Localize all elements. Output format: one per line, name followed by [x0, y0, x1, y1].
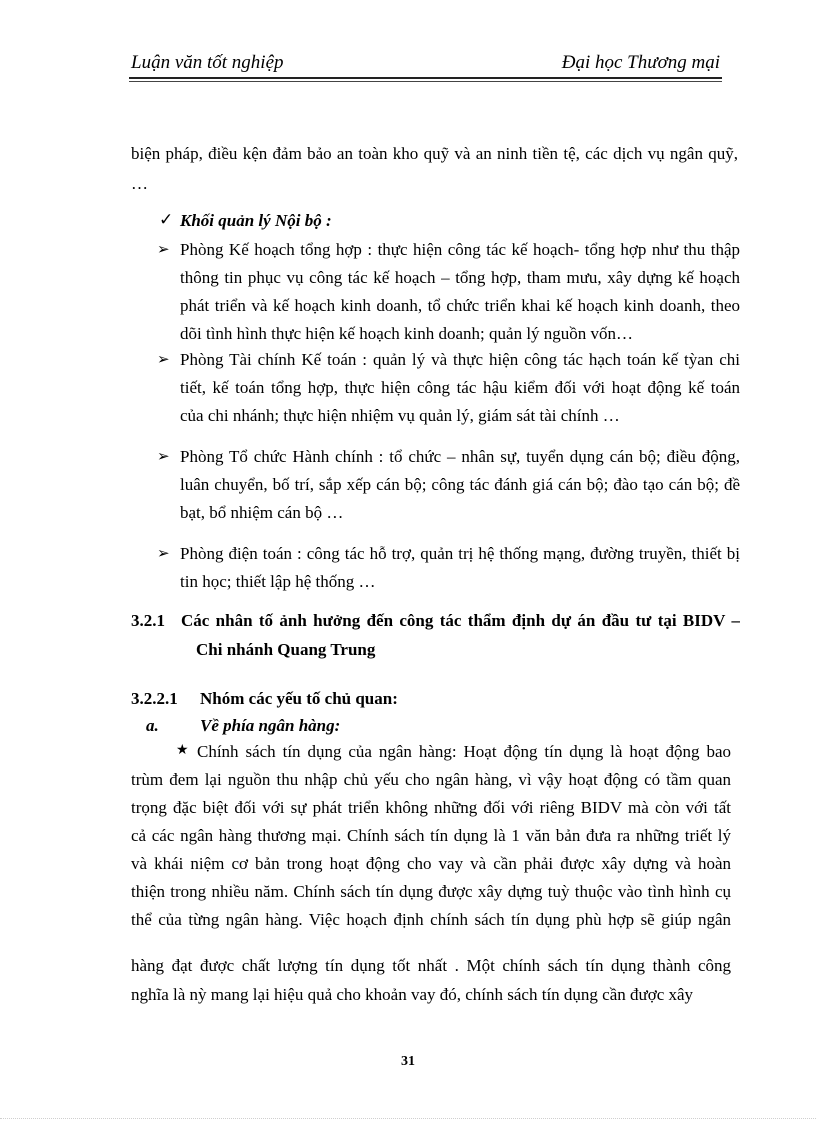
item-label: a. — [146, 716, 159, 735]
star-bullet-icon: ★ — [176, 743, 189, 758]
paragraph-line: cả các ngân hàng thương mại. Chính sách tín dụng là 1 văn bản đưa ra những triết lý — [131, 826, 731, 845]
paragraph-line: và khái niệm cơ bản trong hoạt động cho vay và cần phải được xây dựng và hoàn — [131, 854, 731, 873]
bullet-1-line: Phòng Kế hoạch tổng hợp : thực hiện công tác kế hoạch- tổng hợp như thu thập — [180, 240, 740, 259]
subsection-number: 3.2.2.1 — [131, 689, 178, 708]
intro-ellipsis: … — [131, 174, 148, 193]
block-heading: Khối quản lý Nội bộ : — [180, 211, 332, 230]
section-number: 3.2.1 — [131, 611, 165, 630]
footer-divider — [0, 1118, 816, 1119]
header-rule-thin — [129, 81, 722, 82]
paragraph-line: Chính sách tín dụng của ngân hàng: Hoạt động tín dụng là hoạt động bao — [197, 742, 731, 761]
intro-line: biện pháp, điều kện đảm bảo an toàn kho quỹ và an ninh tiền tệ, các dịch vụ ngân quỹ, — [131, 144, 738, 163]
bullet-3-line: Phòng Tổ chức Hành chính : tổ chức – nhân sự, tuyển dụng cán bộ; điều động, — [180, 447, 740, 466]
paragraph-line: trùm đem lại nguồn thu nhập chủ yếu cho ngân hàng, vì vậy hoạt động có tầm quan — [131, 770, 731, 789]
item-title: Về phía ngân hàng: — [200, 716, 341, 735]
paragraph-line: thể của từng ngân hàng. Việc hoạch định chính sách tín dụng phù hợp sẽ giúp ngân — [131, 910, 731, 929]
section-title-continued: Chi nhánh Quang Trung — [196, 640, 376, 659]
bullet-4-line: Phòng điện toán : công tác hỗ trợ, quản trị hệ thống mạng, đường truyền, thiết bị — [180, 544, 740, 563]
arrow-bullet-icon: ➢ — [157, 352, 170, 368]
header-left-title: Luận văn tốt nghiệp — [131, 52, 284, 73]
bullet-3-line: luân chuyển, bố trí, sắp xếp cán bộ; công tác đánh giá cán bộ; đào tạo cán bộ; đề — [180, 475, 740, 494]
page-number: 31 — [401, 1054, 415, 1069]
bullet-3-line: bạt, bổ nhiệm cán bộ … — [180, 503, 344, 522]
bullet-4-line: tin học; thiết lập hệ thống … — [180, 572, 376, 591]
arrow-bullet-icon: ➢ — [157, 449, 170, 465]
header-rule — [129, 77, 722, 79]
subsection-title: Nhóm các yếu tố chủ quan: — [200, 689, 398, 708]
header-right-title: Đại học Thương mại — [561, 52, 720, 73]
arrow-bullet-icon: ➢ — [157, 546, 170, 562]
paragraph-line: thiện trong nhiều năm. Chính sách tín dụng được xây dựng tuỳ thuộc vào tình hình cụ — [131, 882, 731, 901]
section-title: Các nhân tố ảnh hưởng đến công tác thẩm định dự án đầu tư tại BIDV – — [181, 611, 740, 630]
bullet-1-line: dõi tình hình thực hiện kế hoạch kinh doanh; quản lý nguồn vốn… — [180, 324, 634, 343]
paragraph-line: trọng đặc biệt đối với sự phát triển không những đối với riêng BIDV mà còn với tất — [131, 798, 731, 817]
bullet-2-line: Phòng Tài chính Kế toán : quản lý và thực hiện công tác hạch toán kế tỳan chi — [180, 350, 740, 369]
check-icon: ✓ — [159, 210, 174, 229]
paragraph-line: nghĩa là nỳ mang lại hiệu quả cho khoản vay đó, chính sách tín dụng cần được xây — [131, 985, 694, 1004]
arrow-bullet-icon: ➢ — [157, 242, 170, 258]
bullet-1-line: phát triển và kế hoạch kinh doanh, tổ chức triển khai kế hoạch kinh doanh, theo — [180, 296, 740, 315]
paragraph-line: hàng đạt được chất lượng tín dụng tốt nhất . Một chính sách tín dụng thành công — [131, 956, 731, 975]
bullet-2-line: của chi nhánh; thực hiện nhiệm vụ quản lý, giám sát tài chính … — [180, 406, 620, 425]
bullet-2-line: tiết, kế toán tổng hợp, thực hiện công tác hậu kiểm đối với hoạt động kế toán — [180, 378, 740, 397]
bullet-1-line: thông tin phục vụ công tác kế hoạch – tổng hợp, tham mưu, xây dựng kế hoạch — [180, 268, 740, 287]
